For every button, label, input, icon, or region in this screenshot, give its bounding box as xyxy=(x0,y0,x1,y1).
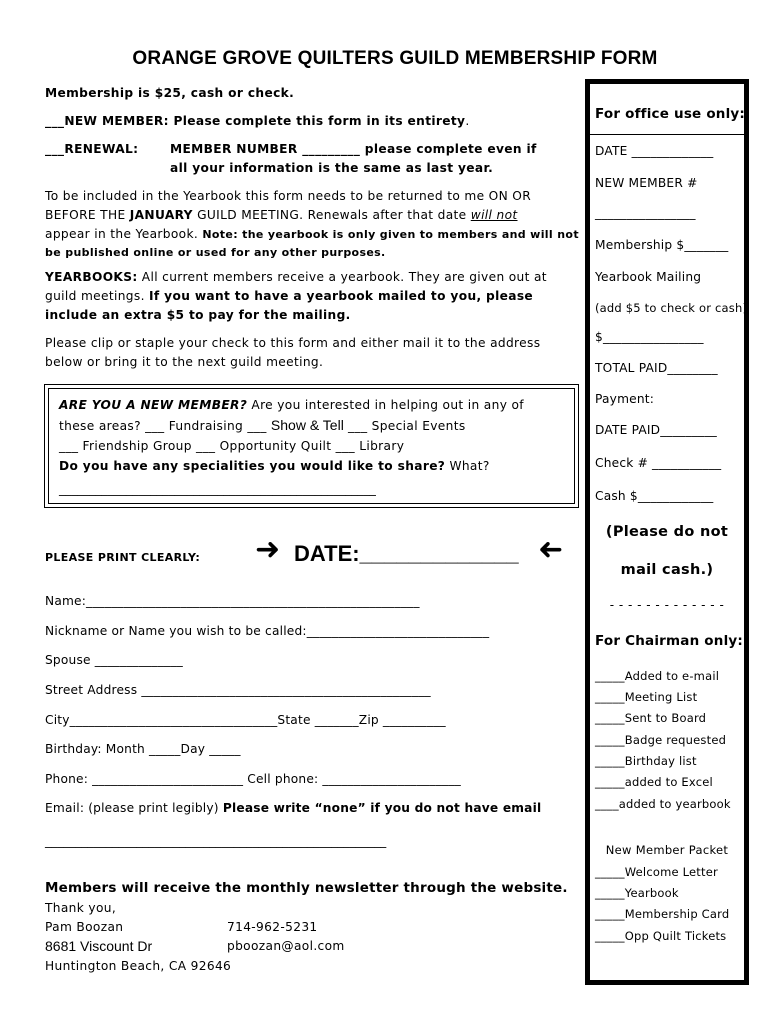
newsletter-note: Members will receive the monthly newsletter through the website. xyxy=(45,880,568,896)
office-yearbook-mailing: Yearbook Mailing xyxy=(595,270,702,284)
new-box-line-1 xyxy=(59,395,564,415)
office-membership[interactable]: Membership $_______ xyxy=(595,238,729,252)
chairman-heading: For Chairman only: xyxy=(595,633,744,649)
email-label-line xyxy=(45,799,541,818)
yearbook-para-line-4: be published online or used for any other purposes. xyxy=(45,246,386,259)
office-no-cash-2: mail cash.) xyxy=(620,562,714,578)
chair-item[interactable]: _____Added to e-mail xyxy=(595,669,720,683)
yearbooks-para-line-1 xyxy=(45,268,547,287)
packet-heading: New Member Packet xyxy=(605,843,729,857)
name-field[interactable]: Name:_____________________________________________________ xyxy=(45,594,420,608)
phone-field[interactable]: Phone: ________________________ Cell phone: ______________________ xyxy=(45,772,461,786)
office-heading: For office use only: xyxy=(595,106,746,122)
new-box-show-tell: Show & Tell xyxy=(270,417,344,433)
new-box-specialities: Do you have any specialities you would like to share? xyxy=(59,459,446,473)
packet-item[interactable]: _____Membership Card xyxy=(595,907,730,921)
renewal-line-2: all your information is the same as last year. xyxy=(170,161,494,175)
new-box-answer-line[interactable]: ____________________________________________________ xyxy=(59,482,376,496)
chair-item[interactable]: _____Sent to Board xyxy=(595,711,707,725)
new-box-question: ARE YOU A NEW MEMBER? xyxy=(59,398,248,412)
office-use-panel xyxy=(585,79,749,985)
yearbooks-para-line-2 xyxy=(45,287,533,306)
contact-phone: 714-962-5231 xyxy=(227,920,318,934)
chair-item[interactable]: ____added to yearbook xyxy=(595,797,731,811)
email-label: Email: (please print legibly) xyxy=(45,801,223,815)
date-label: DATE: xyxy=(294,541,360,566)
new-member-period: . xyxy=(465,114,470,128)
yearbooks-label: YEARBOOKS: xyxy=(45,270,138,284)
chair-item[interactable]: _____Birthday list xyxy=(595,754,697,768)
yearbook-para-line-1: To be included in the Yearbook this form needs to be returned to me ON OR xyxy=(45,189,532,203)
yearbooks-para-1b: All current members receive a yearbook. They are given out at xyxy=(137,270,547,284)
office-new-member: NEW MEMBER # xyxy=(595,176,698,190)
renewal-prefix: ___RENEWAL: xyxy=(45,142,139,156)
email-field[interactable]: ________________________________________________________ xyxy=(45,834,387,848)
packet-item[interactable]: _____Welcome Letter xyxy=(595,865,718,879)
form-title: ORANGE GROVE QUILTERS GUILD MEMBERSHIP FORM xyxy=(132,48,658,69)
new-member-text: ___NEW MEMBER: Please complete this form in its entirety xyxy=(45,114,466,128)
yearbooks-para-line-3: include an extra $5 to pay for the mailing. xyxy=(45,308,351,322)
yearbook-para-2c: GUILD MEETING. Renewals after that date xyxy=(192,208,471,222)
spouse-field[interactable]: Spouse ______________ xyxy=(45,653,183,667)
office-date-paid[interactable]: DATE PAID_________ xyxy=(595,423,717,437)
arrow-left-icon: ➜ xyxy=(538,532,564,567)
chair-item[interactable]: _____added to Excel xyxy=(595,775,713,789)
date-line: _____________ xyxy=(359,541,519,566)
yearbook-para-january: JANUARY xyxy=(129,208,193,222)
office-date[interactable]: DATE _____________ xyxy=(595,144,714,158)
new-member-box xyxy=(44,384,579,508)
renewal-line-1: MEMBER NUMBER _________ please complete even if xyxy=(170,142,537,156)
new-box-line-2 xyxy=(59,415,564,436)
new-box-1b: Are you interested in helping out in any of xyxy=(247,398,524,412)
yearbook-para-line-3 xyxy=(45,225,579,244)
contact-email: pboozan@aol.com xyxy=(227,939,345,953)
packet-item[interactable]: _____Opp Quilt Tickets xyxy=(595,929,727,943)
yearbooks-para-2a: guild meetings. xyxy=(45,289,150,303)
street-field[interactable]: Street Address ______________________________________________ xyxy=(45,683,431,697)
new-box-line-3: ___ Friendship Group ___ Opportunity Quilt ___ Library xyxy=(59,439,405,453)
office-check[interactable]: Check # ___________ xyxy=(595,456,722,470)
yearbook-para-note: Note: the yearbook is only given to members and will not xyxy=(202,228,579,241)
thanks-text: Thank you, xyxy=(45,901,117,915)
new-box-2a: these areas? ___ Fundraising ___ xyxy=(59,419,271,433)
email-none-note: Please write “none” if you do not have email xyxy=(222,801,542,815)
office-payment: Payment: xyxy=(595,392,655,406)
office-cash[interactable]: Cash $____________ xyxy=(595,489,714,503)
yearbook-para-3a: appear in the Yearbook. xyxy=(45,227,203,241)
contact-city: Huntington Beach, CA 92646 xyxy=(45,959,232,973)
office-add5: (add $5 to check or cash) xyxy=(595,301,748,315)
packet-item[interactable]: _____Yearbook xyxy=(595,886,679,900)
chair-item[interactable]: _____Badge requested xyxy=(595,733,727,747)
contact-name: Pam Boozan xyxy=(45,920,124,934)
office-total-paid[interactable]: TOTAL PAID________ xyxy=(595,361,718,375)
arrow-right-icon: ➜ xyxy=(255,532,281,567)
print-clearly-label: PLEASE PRINT CLEARLY: xyxy=(45,551,201,564)
yearbook-para-will-not: will not xyxy=(470,208,518,222)
office-no-cash-1: (Please do not xyxy=(605,524,729,540)
birthday-field[interactable]: Birthday: Month _____Day _____ xyxy=(45,742,241,756)
new-member-line xyxy=(45,112,470,131)
yearbook-para-line-2 xyxy=(45,206,518,225)
nickname-field[interactable]: Nickname or Name you wish to be called:_____________________________ xyxy=(45,624,490,638)
new-box-what: What? xyxy=(445,459,490,473)
office-divider xyxy=(590,134,744,135)
office-new-member-line[interactable]: ________________ xyxy=(595,206,696,220)
date-field[interactable] xyxy=(294,541,519,567)
chair-item[interactable]: _____Meeting List xyxy=(595,690,698,704)
new-box-line-4 xyxy=(59,456,564,476)
contact-street: 8681 Viscount Dr xyxy=(45,938,153,954)
yearbook-para-2a: BEFORE THE xyxy=(45,208,130,222)
membership-price: Membership is $25, cash or check. xyxy=(45,86,295,100)
yearbooks-para-2b: If you want to have a yearbook mailed to you, please xyxy=(149,289,534,303)
office-dashes: - - - - - - - - - - - - - xyxy=(609,598,725,612)
clip-para-line-1: Please clip or staple your check to this form and either mail it to the address xyxy=(45,336,541,350)
clip-para-line-2: below or bring it to the next guild meeting. xyxy=(45,355,324,369)
new-member-box-inner xyxy=(48,388,575,504)
office-dollar-line[interactable]: $________________ xyxy=(595,330,704,344)
city-state-zip-field[interactable]: City_________________________________State _______Zip __________ xyxy=(45,713,446,727)
new-box-2c: ___ Special Events xyxy=(343,419,466,433)
